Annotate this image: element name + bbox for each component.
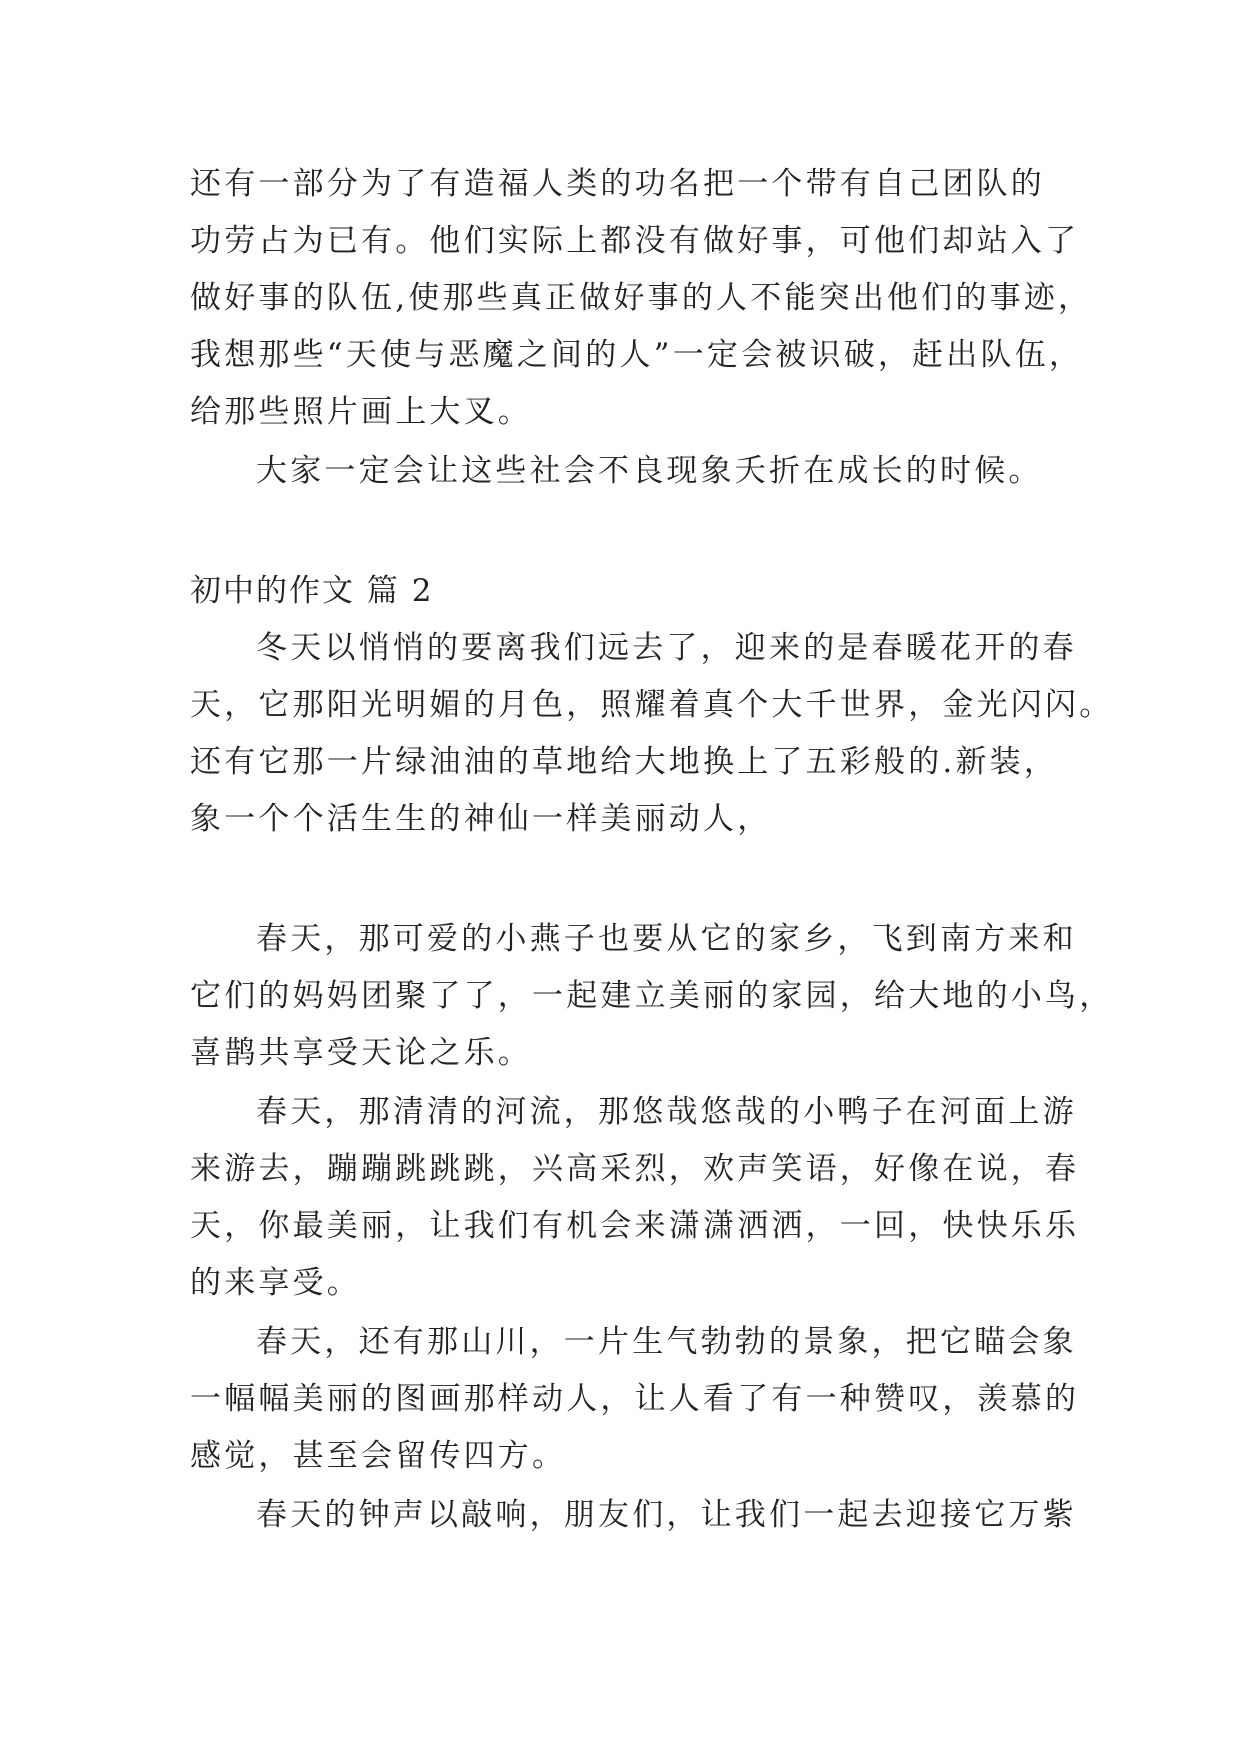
paragraph-first-line: 冬天以悄悄的要离我们远去了，迎来的是春暖花开的春 — [256, 630, 1077, 666]
text-line: 天，它那阳光明媚的月色，照耀着真个大千世界，金光闪闪。 — [190, 687, 1114, 723]
text-line: 给那些照片画上大叉。 — [190, 394, 532, 430]
text-line: 喜鹊共享受天论之乐。 — [190, 1035, 532, 1071]
paragraph-first-line: 春天的钟声以敲响，朋友们，让我们一起去迎接它万紫 — [256, 1497, 1077, 1533]
paragraph-first-line: 大家一定会让这些社会不良现象夭折在成长的时候。 — [256, 453, 1043, 489]
text-line: 一幅幅美丽的图画那样动人，让人看了有一种赞叹，羡慕的 — [190, 1381, 1080, 1417]
paragraph-first-line: 春天，还有那山川，一片生气勃勃的景象，把它瞄会象 — [256, 1324, 1077, 1360]
paragraph-first-line: 春天，那清清的河流，那悠哉悠哉的小鸭子在河面上游 — [256, 1094, 1077, 1130]
text-line: 的来享受。 — [190, 1265, 361, 1301]
text-line: 它们的妈妈团聚了了，一起建立美丽的家园，给大地的小鸟， — [190, 978, 1114, 1014]
paragraph-first-line: 春天，那可爱的小燕子也要从它的家乡，飞到南方来和 — [256, 921, 1077, 957]
text-line: 我想那些“天使与恶魔之间的人”一定会被识破，赶出队伍， — [190, 337, 1084, 373]
text-line: 做好事的队伍,使那些真正做好事的人不能突出他们的事迹， — [190, 280, 1093, 316]
text-line: 感觉，甚至会留传四方。 — [190, 1438, 567, 1474]
text-line: 天，你最美丽，让我们有机会来潇潇洒洒，一回，快快乐乐 — [190, 1208, 1080, 1244]
text-line: 功劳占为已有。他们实际上都没有做好事，可他们却站入了 — [190, 223, 1080, 259]
section-heading: 初中的作文 篇 2 — [190, 573, 434, 609]
text-line: 还有它那一片绿油油的草地给大地换上了五彩般的.新装， — [190, 744, 1059, 780]
text-line: 象一个个活生生的神仙一样美丽动人， — [190, 801, 772, 837]
text-line: 还有一部分为了有造福人类的功名把一个带有自己团队的 — [190, 166, 1045, 202]
text-line: 来游去，蹦蹦跳跳跳，兴高采烈，欢声笑语，好像在说，春 — [190, 1151, 1080, 1187]
